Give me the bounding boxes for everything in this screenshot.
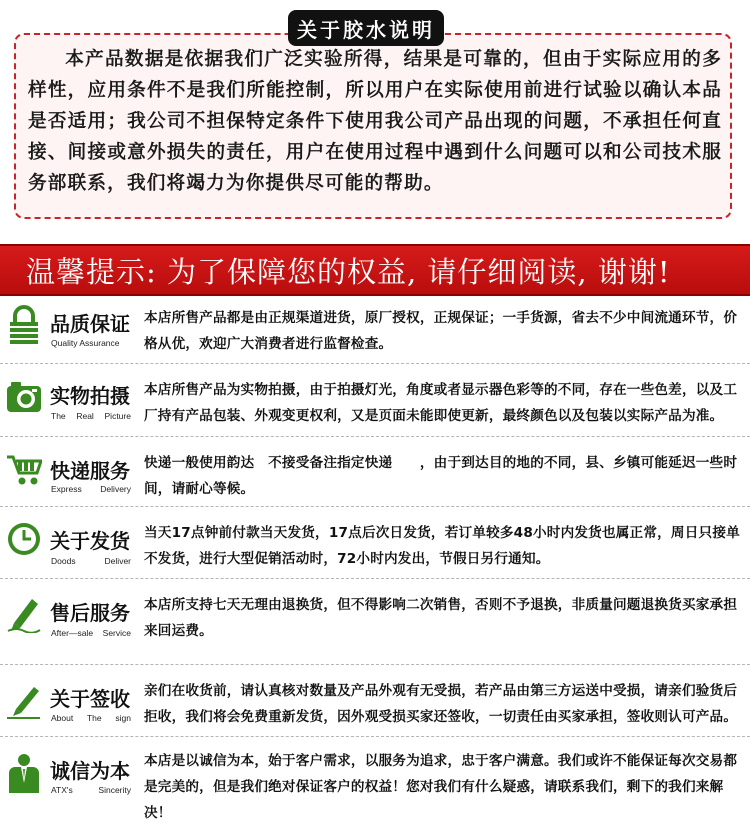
cart-icon	[6, 449, 42, 489]
person-icon	[6, 753, 42, 793]
policy-subtitle: About The sign	[51, 713, 131, 723]
camera-icon	[6, 376, 42, 416]
policy-subtitle: Doods Deliver	[51, 556, 131, 566]
glue-notice	[0, 0, 750, 238]
policy-description: 快递一般使用韵达 不接受备注指定快递 ，由于到达目的地的不同，县、乡镇可能延迟一些时间，请耐心等候。	[144, 455, 738, 497]
policy-subtitle: Quality Assurance	[51, 338, 120, 348]
policy-title: 快递服务	[50, 459, 130, 483]
policy-title: 实物拍摄	[50, 384, 130, 408]
signature-pen-icon	[6, 681, 42, 721]
policy-description: 当天17点钟前付款当天发货，17点后次日发货，若订单较多48小时内发货也属正常，周日只接单不发货，进行大型促销活动时，72小时内发出，节假日另行通知。	[144, 525, 740, 567]
policy-subtitle: After—sale Service	[51, 628, 131, 638]
policy-row-quality	[0, 300, 750, 364]
policy-description: 本店是以诚信为本，始于客户需求，以服务为追求，忠于客户满意。我们或许不能保证每次交易都是完美的，但是我们绝对保证客户的权益！您对我们有什么疑惑，请联系我们，剩下的我们来解决！	[144, 753, 738, 821]
pen-icon	[6, 593, 42, 633]
policy-subtitle: ATX's Sincerity	[51, 785, 131, 795]
policy-title: 关于发货	[50, 529, 130, 553]
policy-row-after-sale	[0, 579, 750, 665]
policy-description: 本店所售产品为实物拍摄，由于拍摄灯光，角度或者显示器色彩等的不同，存在一些色差，以及工厂持有产品包装、外观变更权利，又是页面未能即使更新，最终颜色以及包装以实际产品为准。	[144, 382, 738, 424]
policy-description: 本店所支持七天无理由退换货，但不得影响二次销售，否则不予退换，非质量问题退换货买家承担来回运费。	[144, 597, 738, 639]
policy-description: 本店所售产品都是由正规渠道进货，原厂授权，正规保证；一手货源，省去不少中间流通环节，价格从优，欢迎广大消费者进行监督检查。	[144, 310, 738, 352]
policy-title: 关于签收	[50, 687, 130, 711]
notice-title: 关于胶水说明	[288, 10, 444, 46]
policy-subtitle: The Real Picture	[51, 411, 131, 421]
policy-title: 诚信为本	[50, 759, 130, 783]
policy-row-express	[0, 437, 750, 507]
policy-title: 售后服务	[50, 601, 130, 625]
notice-body: 本产品数据是依据我们广泛实验所得，结果是可靠的，但由于实际应用的多样性，应用条件不是我们所能控制，所以用户在实际使用前进行试验以确认本品是否适用；我公司不担保特定条件下使用我公司产品出现的问题，不承担任何直接、间接或意外损失的责任，用户在使用过程中遇到什么问题可以和公司技术服务部联系，我们将竭力为你提供尽可能的帮助。	[28, 49, 722, 194]
policy-row-sign	[0, 665, 750, 737]
policy-row-sincerity	[0, 737, 750, 825]
reminder-banner: 温馨提示: 为了保障您的权益, 请仔细阅读, 谢谢!	[0, 244, 750, 296]
policy-row-delivery	[0, 507, 750, 579]
lock-icon	[6, 305, 42, 345]
policy-row-real-picture	[0, 364, 750, 437]
clock-icon	[6, 519, 42, 559]
policy-description: 亲们在收货前，请认真核对数量及产品外观有无受损，若产品由第三方运送中受损，请亲们验货后拒收，我们将会免费重新发货，因外观受损买家还签收，一切责任由买家承担，签收则认可产品。	[144, 683, 738, 725]
policy-subtitle: Express Delivery	[51, 484, 131, 494]
policy-title: 品质保证	[50, 312, 130, 336]
